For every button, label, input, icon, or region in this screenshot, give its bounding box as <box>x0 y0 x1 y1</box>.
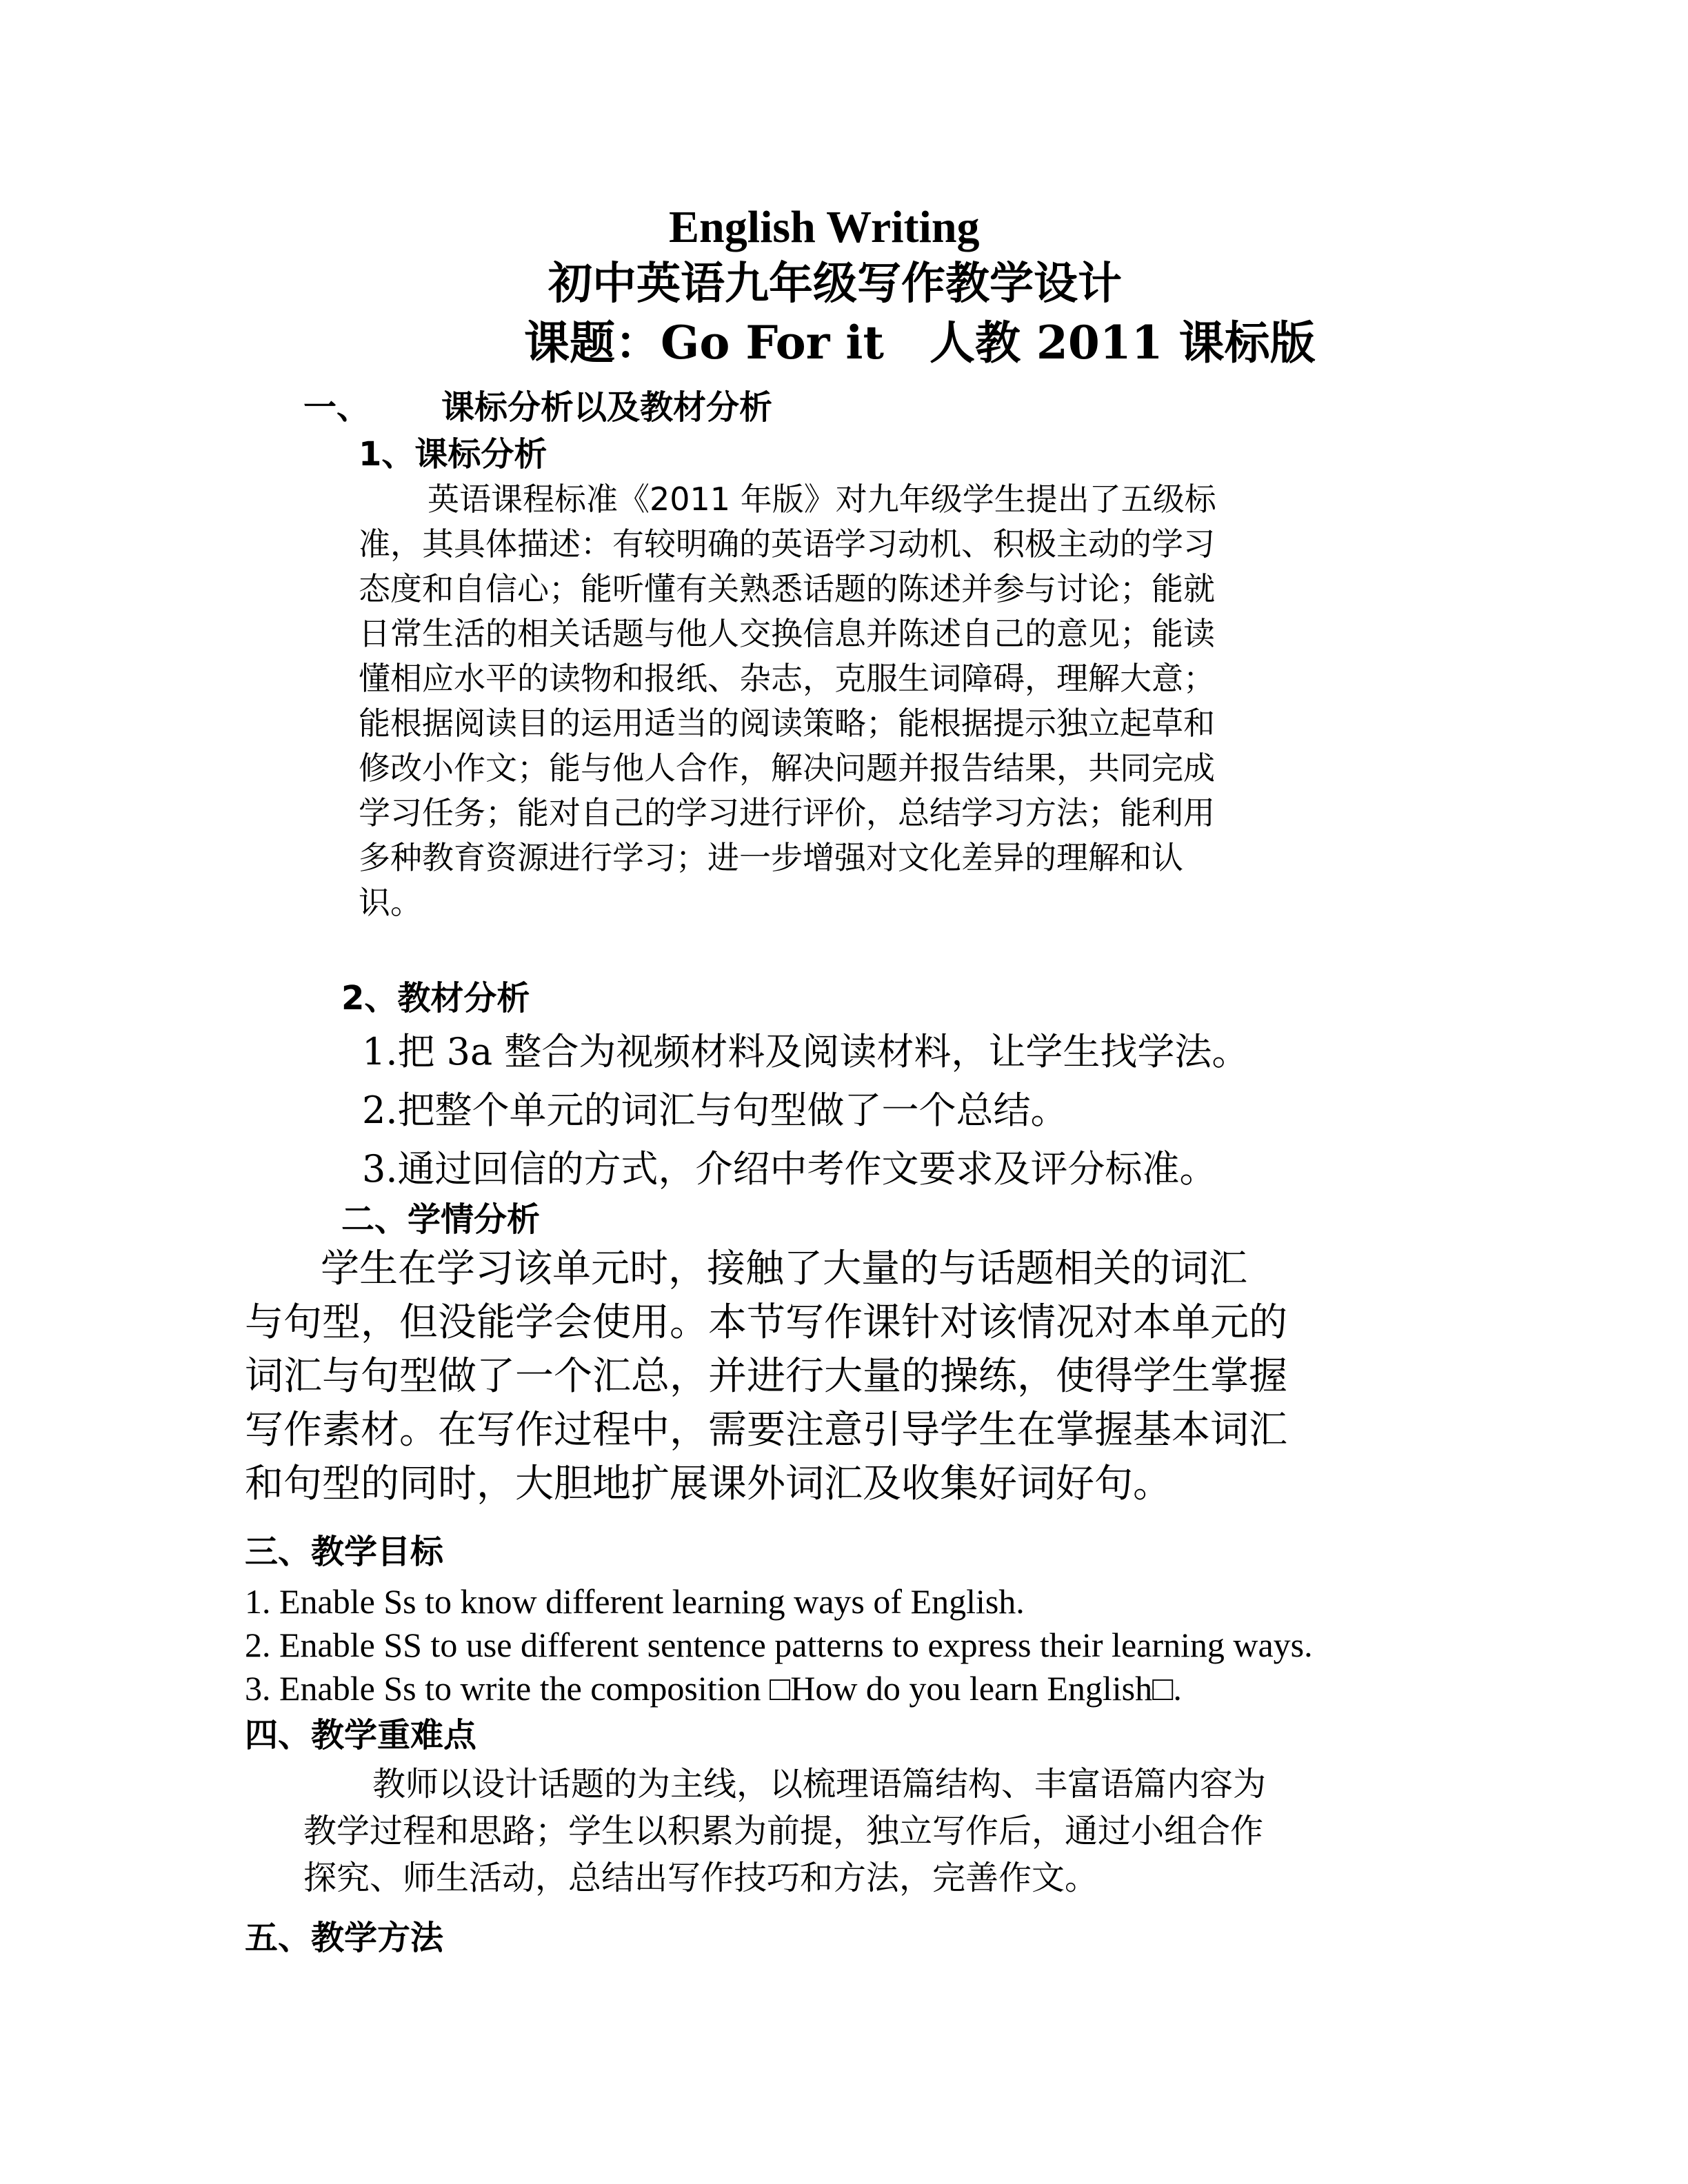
paragraph-line: 英语课程标准《2011 年版》对九年级学生提出了五级标 <box>428 481 1216 518</box>
section1-number: 一、 <box>303 388 370 427</box>
paragraph-line: 和句型的同时，大胆地扩展课外词汇及收集好词好句。 <box>245 1462 1172 1506</box>
list-item: 3.通过回信的方式，介绍中考作文要求及评分标准。 <box>362 1147 1217 1191</box>
section3-heading: 三、教学目标 <box>245 1533 444 1571</box>
paragraph-line: 态度和自信心；能听懂有关熟悉话题的陈述并参与讨论；能就 <box>359 570 1215 607</box>
list-item: 2.把整个单元的词汇与句型做了一个总结。 <box>362 1089 1068 1132</box>
paragraph-line: 教学过程和思路；学生以积累为前提，独立写作后，通过小组合作 <box>303 1812 1264 1850</box>
paragraph-line: 学习任务；能对自己的学习进行评价，总结学习方法；能利用 <box>359 794 1215 831</box>
section1-sub2-heading: 2、教材分析 <box>341 979 530 1018</box>
paragraph-line: 学生在学习该单元时，接触了大量的与话题相关的词汇 <box>321 1246 1247 1291</box>
paragraph-line: 识。 <box>359 884 422 921</box>
paragraph-line: 能根据阅读目的运用适当的阅读策略；能根据提示独立起草和 <box>359 705 1215 742</box>
section2-heading: 二、学情分析 <box>341 1200 541 1239</box>
section1-sub1-heading: 1、课标分析 <box>359 435 547 474</box>
paragraph-line: 修改小作文；能与他人合作，解决问题并报告结果，共同完成 <box>359 749 1215 787</box>
paragraph-line: 多种教育资源进行学习；进一步增强对文化差异的理解和认 <box>359 839 1183 876</box>
goal-item: 2. Enable SS to use different sentence patterns to express their learning ways. <box>245 1626 1313 1664</box>
key-points-paragraph <box>303 1761 1266 1901</box>
title-english: English Writing <box>669 202 980 252</box>
paragraph-line: 准，其具体描述：有较明确的英语学习动机、积极主动的学习 <box>359 525 1215 563</box>
section4-heading: 四、教学重难点 <box>245 1716 477 1755</box>
paragraph-line: 日常生活的相关话题与他人交换信息并陈述自己的意见；能读 <box>359 615 1215 652</box>
curriculum-paragraph <box>359 477 1407 925</box>
title-chinese: 初中英语九年级写作教学设计 <box>548 258 1122 310</box>
list-item: 1.把 3a 整合为视频材料及阅读材料，让学生找学法。 <box>362 1030 1249 1073</box>
goal-item: 3. Enable Ss to write the composition □How do you learn English□. <box>245 1669 1182 1708</box>
title-topic: 课题：Go For it 人教 2011 课标版 <box>524 316 1316 370</box>
paragraph-line: 写作素材。在写作过程中，需要注意引导学生在掌握基本词汇 <box>245 1408 1287 1453</box>
learner-analysis-paragraph <box>245 1242 1287 1511</box>
paragraph-line: 与句型，但没能学会使用。本节写作课针对该情况对本单元的 <box>245 1300 1287 1345</box>
paragraph-line: 教师以设计话题的为主线，以梳理语篇结构、丰富语篇内容为 <box>372 1765 1267 1803</box>
paragraph-line: 词汇与句型做了一个汇总，并进行大量的操练，使得学生掌握 <box>245 1354 1287 1399</box>
section5-heading: 五、教学方法 <box>245 1919 444 1957</box>
goal-item: 1. Enable Ss to know different learning ways of English. <box>245 1582 1025 1621</box>
paragraph-line: 探究、师生活动，总结出写作技巧和方法，完善作文。 <box>303 1859 1098 1897</box>
section1-heading: 课标分析以及教材分析 <box>441 388 773 427</box>
paragraph-line: 懂相应水平的读物和报纸、杂志，克服生词障碍，理解大意； <box>359 660 1215 697</box>
